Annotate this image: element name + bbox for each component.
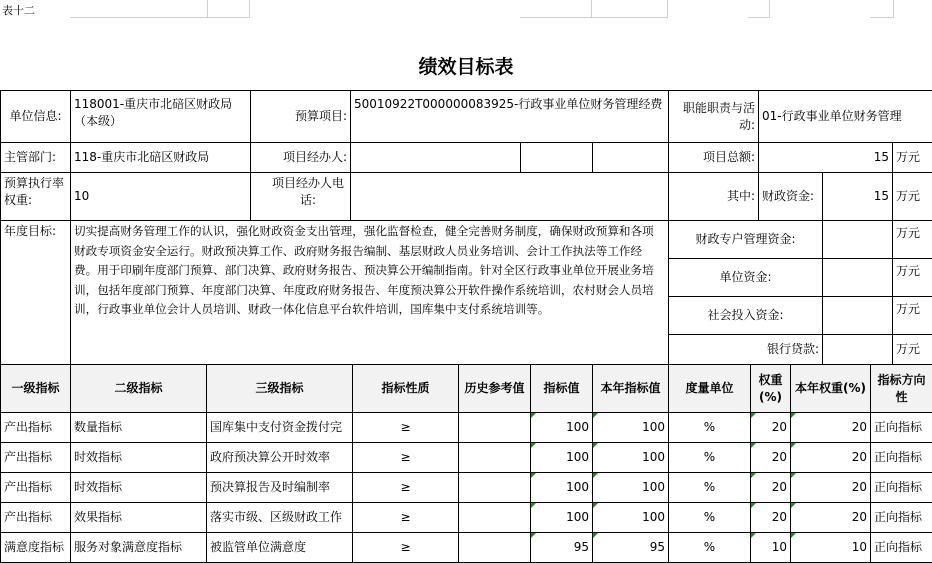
fund-label: 单位资金:: [669, 259, 823, 297]
handler-label: 项目经办人:: [251, 143, 351, 173]
fiscal-label: 财政资金:: [759, 173, 823, 221]
fund-label: 财政专户管理资金:: [669, 221, 823, 259]
col-header: 指标性质: [353, 365, 459, 413]
sheet-gridline: [592, 0, 668, 18]
fund-value: [823, 297, 893, 335]
empty-cell: [593, 143, 669, 173]
table-frame: [0, 90, 932, 563]
table-cell: 正向指标: [871, 413, 932, 443]
table-cell: 正向指标: [871, 503, 932, 533]
fiscal-value: 15: [823, 173, 893, 221]
duty-label: 职能职责与活动:: [669, 91, 759, 143]
table-cell: [459, 443, 531, 473]
table-cell: 10: [751, 533, 791, 563]
table-cell: %: [669, 473, 751, 503]
table-cell: 20: [751, 443, 791, 473]
col-header: 本年指标值: [593, 365, 669, 413]
table-cell: 服务对象满意度指标: [71, 533, 207, 563]
project-value: 50010922T000000083925-行政事业单位财务管理经费: [351, 91, 669, 143]
unit-label: 单位信息:: [1, 91, 71, 143]
sheet-gridline: [70, 0, 208, 18]
fund-unit: 万元: [893, 221, 932, 259]
fund-unit: 万元: [893, 297, 932, 335]
table-cell: [459, 503, 531, 533]
phone-label: 项目经办人电话:: [251, 173, 351, 221]
table-cell: 100: [593, 473, 669, 503]
table-cell: ≥: [353, 503, 459, 533]
table-cell: 正向指标: [871, 473, 932, 503]
goal-text: 切实提高财务管理工作的认识，强化财政资金支出管理，强化监督检查，健全完善财务制度，确保财政预算和各项财政专项资金安全运行。财政预决算工作、政府财务报告编制、基层财政人员业务培训、会计工作执法等工作经费。用于印刷年度部门预算、部门决算、政府财务报告、预决算公开编制指南。针对全区行政事业单位开展业务培训，包括年度部门预算、年度部门决算、年度政府财务报告、年度预决算公开软件操作系统培训，农村财会人员培训，行政事业单位会计人员培训、财政一体化信息平台软件培训，国库集中支付系统培训等。: [71, 221, 669, 365]
table-cell: 时效指标: [71, 473, 207, 503]
col-header: 指标值: [531, 365, 593, 413]
col-header: 权重(%): [751, 365, 791, 413]
sheet-label: 表十二: [2, 4, 35, 17]
dept-value: 118-重庆市北碚区财政局: [71, 143, 251, 173]
exec-label: 预算执行率权重:: [1, 173, 71, 221]
fund-unit: 万元: [893, 259, 932, 297]
table-cell: %: [669, 443, 751, 473]
page-title: 绩效目标表: [418, 56, 514, 78]
col-header: 三级指标: [207, 365, 353, 413]
col-header: 历史参考值: [459, 365, 531, 413]
col-header: 一级指标: [1, 365, 71, 413]
project-label: 预算项目:: [251, 91, 351, 143]
table-cell: ≥: [353, 473, 459, 503]
table-cell: 20: [791, 443, 871, 473]
handler-value: [351, 143, 521, 173]
sheet-gridline: [208, 0, 250, 18]
table-cell: [459, 413, 531, 443]
table-cell: [459, 473, 531, 503]
fund-label: 银行贷款:: [669, 335, 823, 365]
table-cell: 数量指标: [71, 413, 207, 443]
dept-label: 主管部门:: [1, 143, 71, 173]
table-cell: 政府预决算公开时效率: [207, 443, 353, 473]
table-cell: 20: [791, 473, 871, 503]
table-cell: 20: [791, 413, 871, 443]
fund-value: [823, 221, 893, 259]
duty-value: 01-行政事业单位财务管理: [759, 91, 932, 143]
goal-label: 年度目标:: [1, 221, 71, 365]
table-cell: 正向指标: [871, 533, 932, 563]
table-cell: ≥: [353, 413, 459, 443]
col-header: 度量单位: [669, 365, 751, 413]
fund-unit: 万元: [893, 335, 932, 365]
table-cell: 产出指标: [1, 473, 71, 503]
table-cell: 20: [751, 473, 791, 503]
fiscal-unit: 万元: [893, 173, 932, 221]
table-cell: 100: [593, 413, 669, 443]
col-header: 本年权重(%): [791, 365, 871, 413]
table-cell: 95: [531, 533, 593, 563]
sheet-gridline: [870, 0, 894, 18]
table-cell: 产出指标: [1, 503, 71, 533]
table-cell: %: [669, 503, 751, 533]
table-cell: %: [669, 533, 751, 563]
sheet-gridline: [520, 0, 592, 18]
table-cell: 20: [751, 413, 791, 443]
table-cell: 100: [531, 503, 593, 533]
table-cell: 20: [791, 503, 871, 533]
unit-value: 118001-重庆市北碚区财政局（本级）: [71, 91, 251, 143]
table-cell: 20: [751, 503, 791, 533]
table-cell: 100: [531, 443, 593, 473]
exec-value: 10: [71, 173, 251, 221]
total-unit: 万元: [893, 143, 932, 173]
table-cell: ≥: [353, 533, 459, 563]
table-cell: 国库集中支付资金拨付完: [207, 413, 353, 443]
total-value: 15: [759, 143, 893, 173]
empty-cell: [521, 143, 593, 173]
table-cell: 产出指标: [1, 443, 71, 473]
table-cell: 100: [593, 443, 669, 473]
table-cell: 100: [593, 503, 669, 533]
table-cell: 满意度指标: [1, 533, 71, 563]
table-cell: 正向指标: [871, 443, 932, 473]
col-header: 二级指标: [71, 365, 207, 413]
total-label: 项目总额:: [669, 143, 759, 173]
phone-value: [351, 173, 669, 221]
fund-value: [823, 335, 893, 365]
table-cell: 100: [531, 473, 593, 503]
fund-label: 社会投入资金:: [669, 297, 823, 335]
table-cell: 被监管单位满意度: [207, 533, 353, 563]
table-cell: 10: [791, 533, 871, 563]
table-cell: %: [669, 413, 751, 443]
among-label: 其中:: [669, 173, 759, 221]
table-cell: 预决算报告及时编制率: [207, 473, 353, 503]
fund-value: [823, 259, 893, 297]
table-cell: 产出指标: [1, 413, 71, 443]
table-cell: 95: [593, 533, 669, 563]
sheet-gridline: [748, 0, 770, 18]
table-cell: 效果指标: [71, 503, 207, 533]
table-cell: 落实市级、区级财政工作: [207, 503, 353, 533]
table-cell: [459, 533, 531, 563]
col-header: 指标方向性: [871, 365, 932, 413]
table-cell: 时效指标: [71, 443, 207, 473]
table-cell: 100: [531, 413, 593, 443]
table-cell: ≥: [353, 443, 459, 473]
